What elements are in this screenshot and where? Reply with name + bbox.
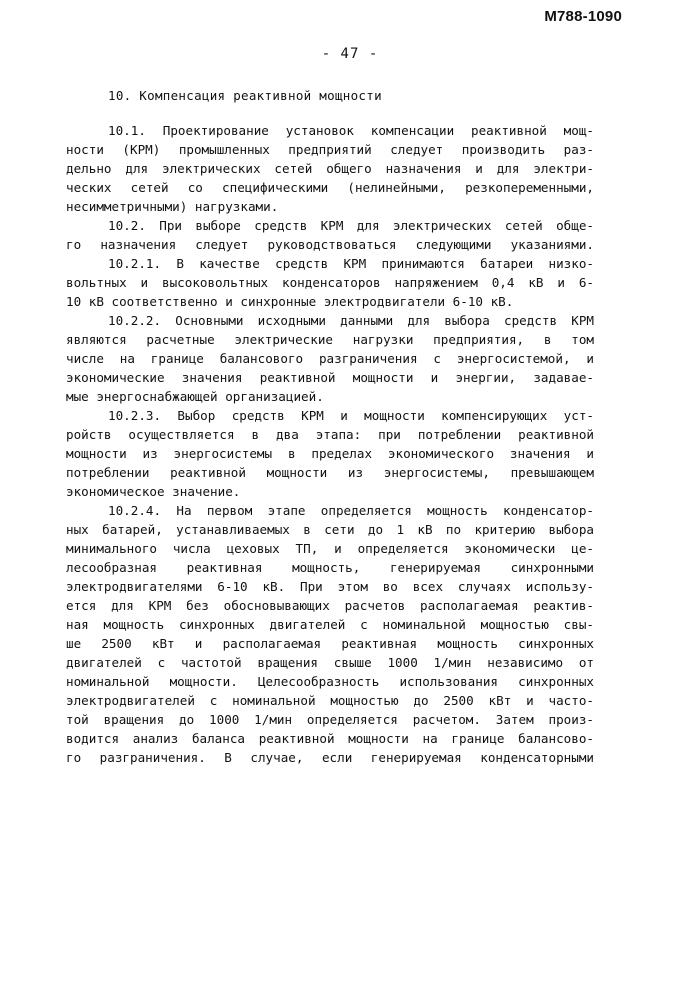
text-line: экономические значения реактивной мощности и энергии, задавае- — [66, 370, 594, 385]
text-line: двигателей с частотой вращения свыше 1000 1/мин независимо от — [66, 655, 594, 670]
document-code: М788-1090 — [544, 8, 622, 25]
text-line: го назначения следует руководствоваться следующими указаниями. — [66, 237, 594, 252]
text-line: ется для КРМ без обосновывающих расчетов располагаемая реактив- — [66, 598, 594, 613]
text-line: лесообразная реактивная мощность, генерируемая синхронными — [66, 560, 594, 575]
page-number: - 47 - — [321, 46, 379, 62]
section-title: 10. Компенсация реактивной мощности — [108, 88, 382, 103]
text-line: той вращения до 1000 1/мин определяется расчетом. Затем произ- — [66, 712, 594, 727]
text-line: мые энергоснабжающей организацией. — [66, 389, 324, 404]
text-line: дельно для электрических сетей общего назначения и для электри- — [66, 161, 594, 176]
text-line: вольтных и высоковольтных конденсаторов напряжением 0,4 кВ и 6- — [66, 275, 594, 290]
text-line: ройств осуществляется в два этапа: при потреблении реактивной — [66, 427, 594, 442]
text-line: электродвигателями 6-10 кВ. При этом во всех случаях использу- — [66, 579, 594, 594]
text-line: го разграничения. В случае, если генерируемая конденсаторными — [66, 750, 594, 765]
text-line: ческих сетей со специфическими (нелинейными, резкопеременными, — [66, 180, 594, 195]
text-line: ше 2500 кВт и располагаемая реактивная мощность синхронных — [66, 636, 594, 651]
text-line: ности (КРМ) промышленных предприятий следует производить раз- — [66, 142, 594, 157]
text-line: ных батарей, устанавливаемых в сети до 1 кВ по критерию выбора — [66, 522, 594, 537]
text-line: электродвигателей с номинальной мощностью до 2500 кВт и часто- — [66, 693, 594, 708]
text-line: мощности из энергосистемы в пределах экономического значения и — [66, 446, 594, 461]
body-text — [66, 121, 594, 767]
text-line: 10 кВ соответственно и синхронные электродвигатели 6-10 кВ. — [66, 294, 514, 309]
text-line: ная мощность синхронных двигателей с номинальной мощностью свы- — [66, 617, 594, 632]
text-line: несимметричными) нагрузками. — [66, 199, 279, 214]
text-line: экономическое значение. — [66, 484, 241, 499]
text-line: 10.2.3. Выбор средств КРМ и мощности компенсирующих уст- — [108, 408, 594, 423]
text-line: числе на границе балансового разграничения с энергосистемой, и — [66, 351, 594, 366]
text-line: 10.2.4. На первом этапе определяется мощность конденсатор- — [108, 503, 594, 518]
text-line: потреблении реактивной мощности из энергосистемы, превышающем — [66, 465, 594, 480]
text-line: 10.2.2. Основными исходными данными для выбора средств КРМ — [108, 313, 594, 328]
text-line: 10.1. Проектирование установок компенсации реактивной мощ- — [108, 123, 594, 138]
text-line: номинальной мощности. Целесообразность использования синхронных — [66, 674, 594, 689]
text-line: 10.2. При выборе средств КРМ для электрических сетей обще- — [108, 218, 594, 233]
text-line: являются расчетные электрические нагрузки предприятия, в том — [66, 332, 594, 347]
text-line: минимального числа цеховых ТП, и определяется экономически це- — [66, 541, 594, 556]
text-line: водится анализ баланса реактивной мощности на границе балансово- — [66, 731, 594, 746]
text-line: 10.2.1. В качестве средств КРМ принимаются батареи низко- — [108, 256, 594, 271]
